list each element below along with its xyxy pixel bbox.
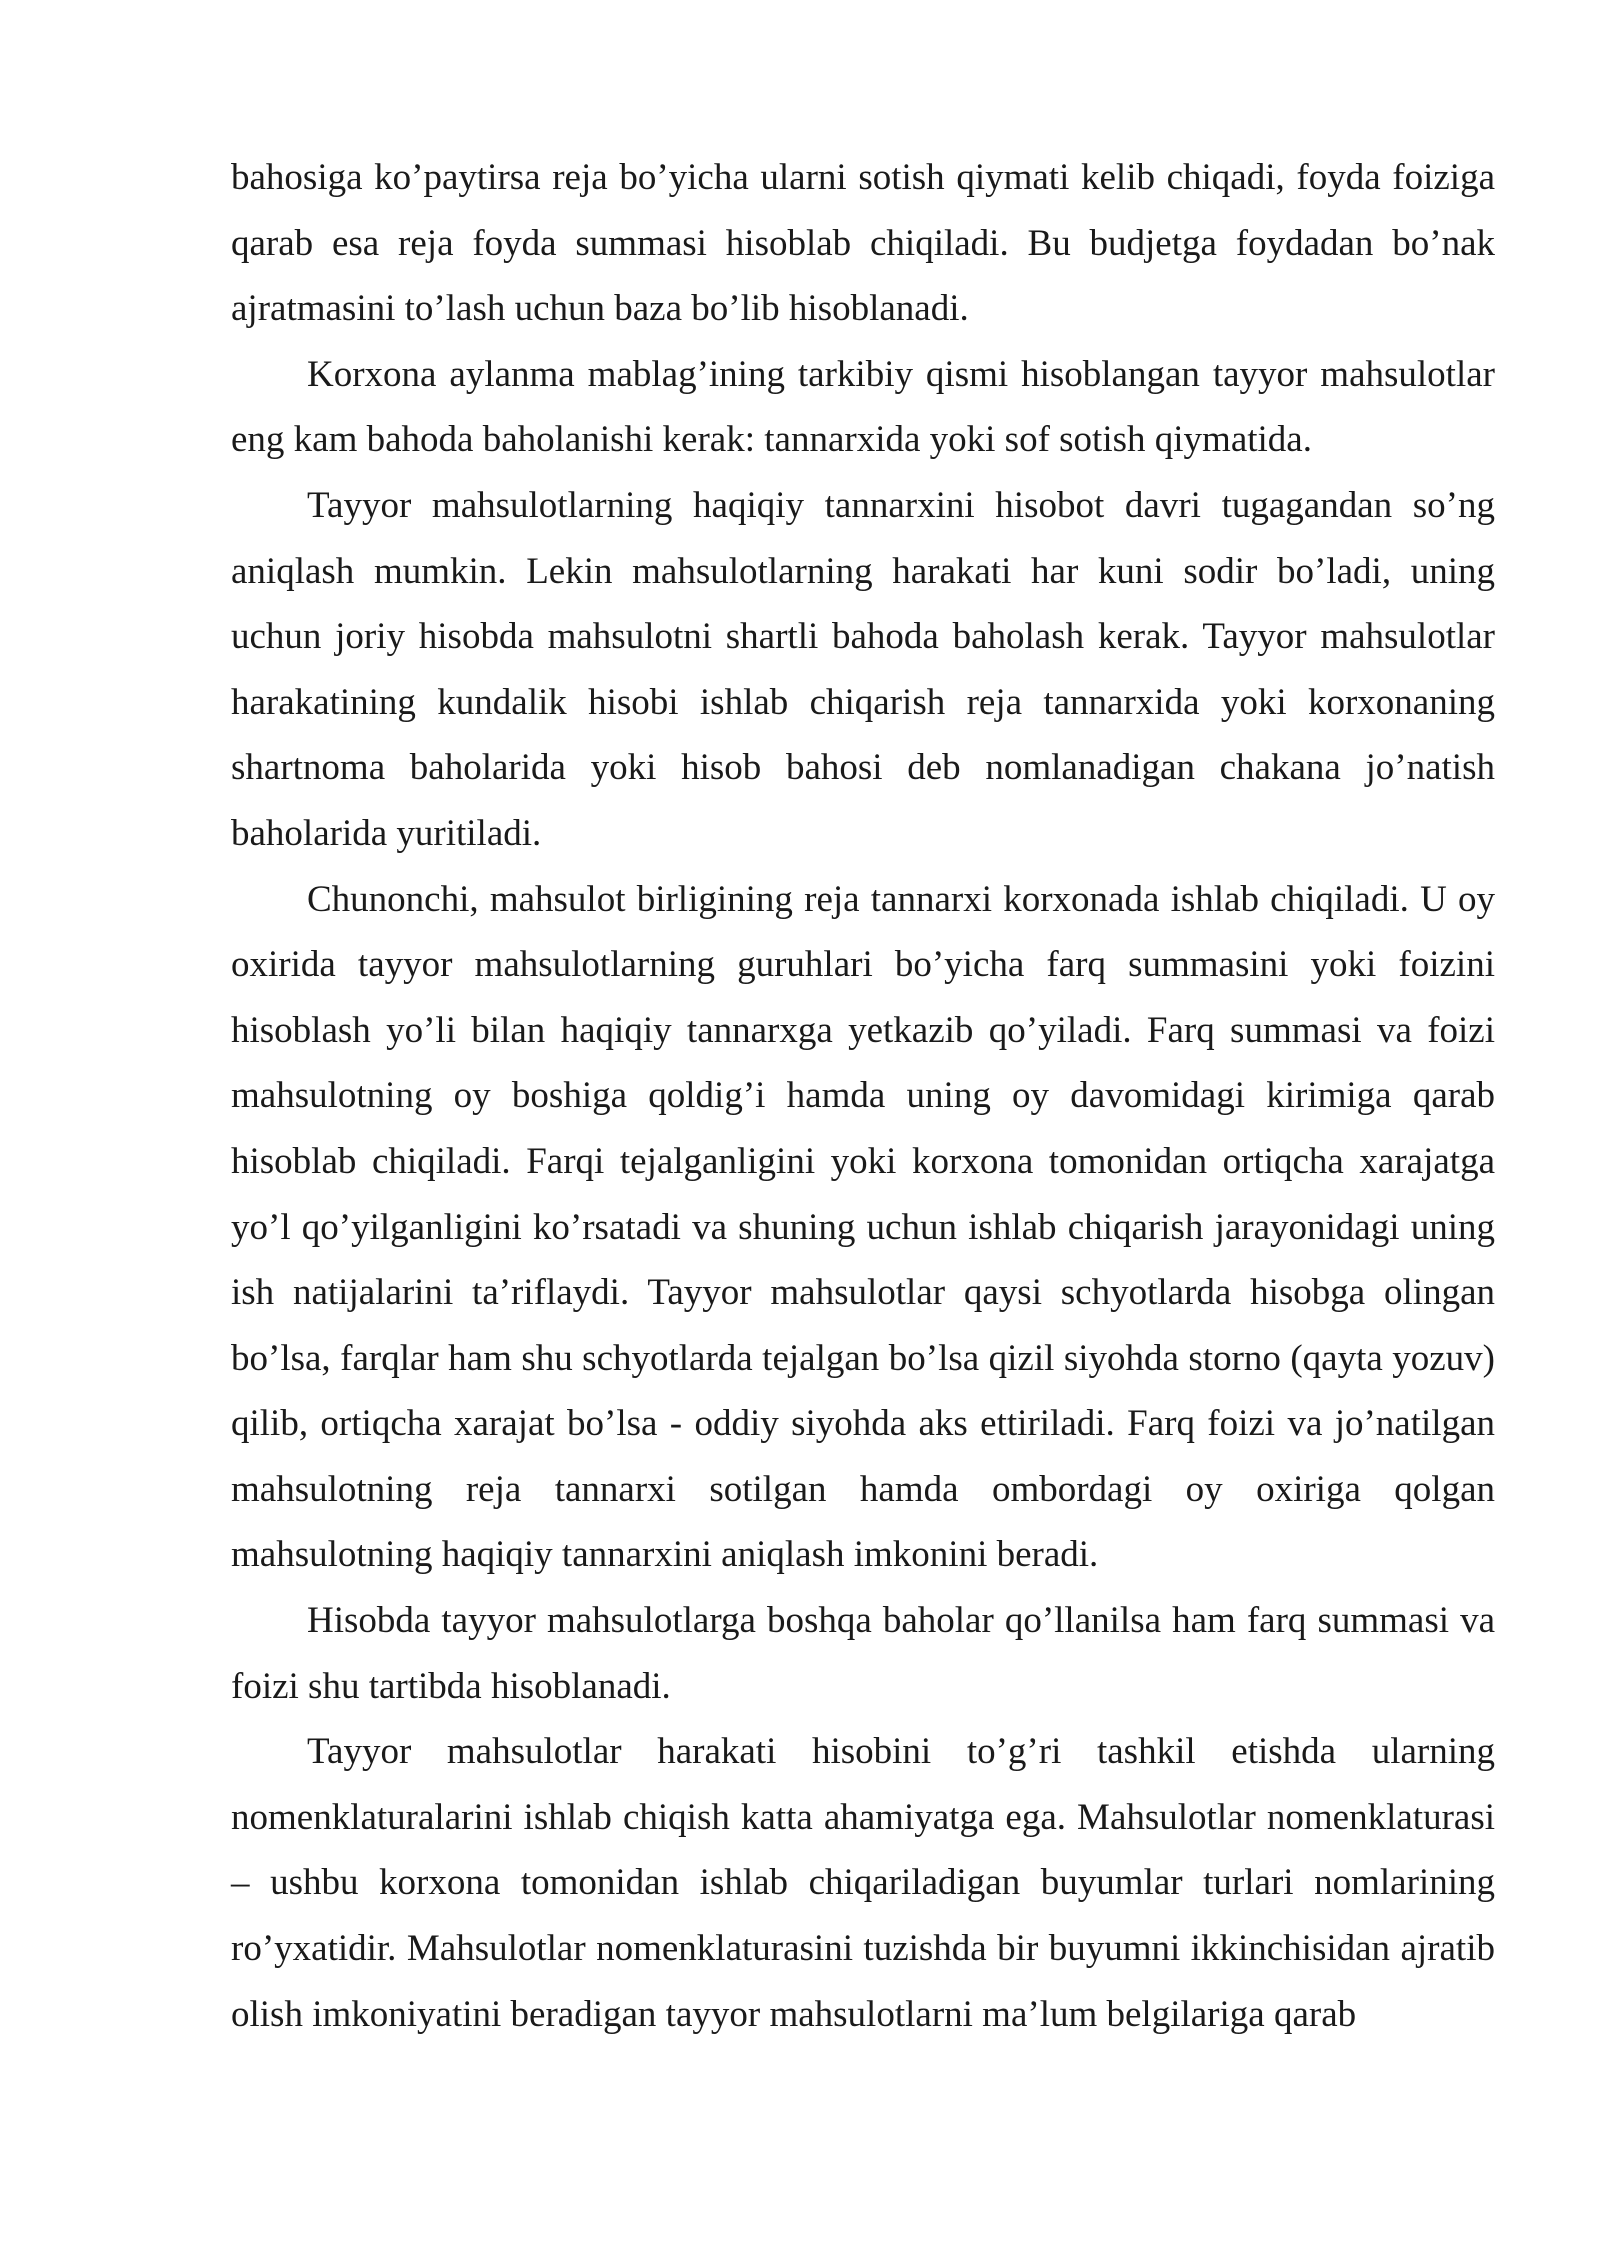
paragraph-3: Tayyor mahsulotlarning haqiqiy tannarxini hisobot davri tugagandan so’ng aniqlash mumkin. Lekin mahsulotlarning harakati har kuni sodir bo’ladi, uning uchun joriy hisobda mahsulotni shartli bahoda baholash kerak. Tayyor mahsulotlar harakatining kundalik hisobi ishlab chiqarish reja tannarxida yoki korxonaning shartnoma baholarida yoki hisob bahosi deb nomlanadigan chakana jo’natish baholarida yuritiladi. bbox=[231, 484, 1495, 854]
document-page bbox=[231, 145, 1495, 2047]
paragraph-1: bahosiga ko’paytirsa reja bo’yicha ularni sotish qiymati kelib chiqadi, foyda foiziga qarab esa reja foyda summasi hisoblab chiqiladi. Bu budjetga foydadan bo’nak ajratmasini to’lash uchun baza bo’lib hisoblanadi. bbox=[231, 157, 1495, 330]
paragraph-5: Hisobda tayyor mahsulotlarga boshqa baholar qo’llanilsa ham farq summasi va foizi shu tartibda hisoblanadi. bbox=[231, 1600, 1495, 1707]
paragraph-6: Tayyor mahsulotlar harakati hisobini to’g’ri tashkil etishda ularning nomenklaturalarini ishlab chiqish katta ahamiyatga ega. Mahsulotlar nomenklaturasi – ushbu korxona tomonidan ishlab chiqariladigan buyumlar turlari nomlarining ro’yxatidir. Mahsulotlar nomenklaturasini tuzishda bir buyumni ikkinchisidan ajratib olish imkoniyatini beradigan tayyor mahsulotlarni ma’lum belgilariga qarab bbox=[231, 1731, 1495, 2035]
paragraph-2: Korxona aylanma mablag’ining tarkibiy qismi hisoblangan tayyor mahsulotlar eng kam bahoda baholanishi kerak: tannarxida yoki sof sotish qiymatida. bbox=[231, 353, 1495, 461]
paragraph-4: Chunonchi, mahsulot birligining reja tannarxi korxonada ishlab chiqiladi. U oy oxirida tayyor mahsulotlarning guruhlari bo’yicha farq summasini yoki foizini hisoblash yo’li bilan haqiqiy tannarxga yetkazib qo’yiladi. Farq summasi va foizi mahsulotning oy boshiga qoldig’i hamda uning oy davomidagi kirimiga qarab hisoblab chiqiladi. Farqi tejalganligini yoki korxona tomonidan ortiqcha xarajatga yo’l qo’yilganligini ko’rsatadi va shuning uchun ishlab chiqarish jarayonidagi uning ish natijalarini ta’riflaydi. Tayyor mahsulotlar qaysi schyotlarda hisobga olingan bo’lsa, farqlar ham shu schyotlarda tejalgan bo’lsa qizil siyohda storno (qayta yozuv) qilib, ortiqcha xarajat bo’lsa - oddiy siyohda aks ettiriladi. Farq foizi va jo’natilgan mahsulotning reja tannarxi sotilgan hamda ombordagi oy oxiriga qolgan mahsulotning haqiqiy tannarxini aniqlash imkonini beradi. bbox=[231, 878, 1495, 1576]
